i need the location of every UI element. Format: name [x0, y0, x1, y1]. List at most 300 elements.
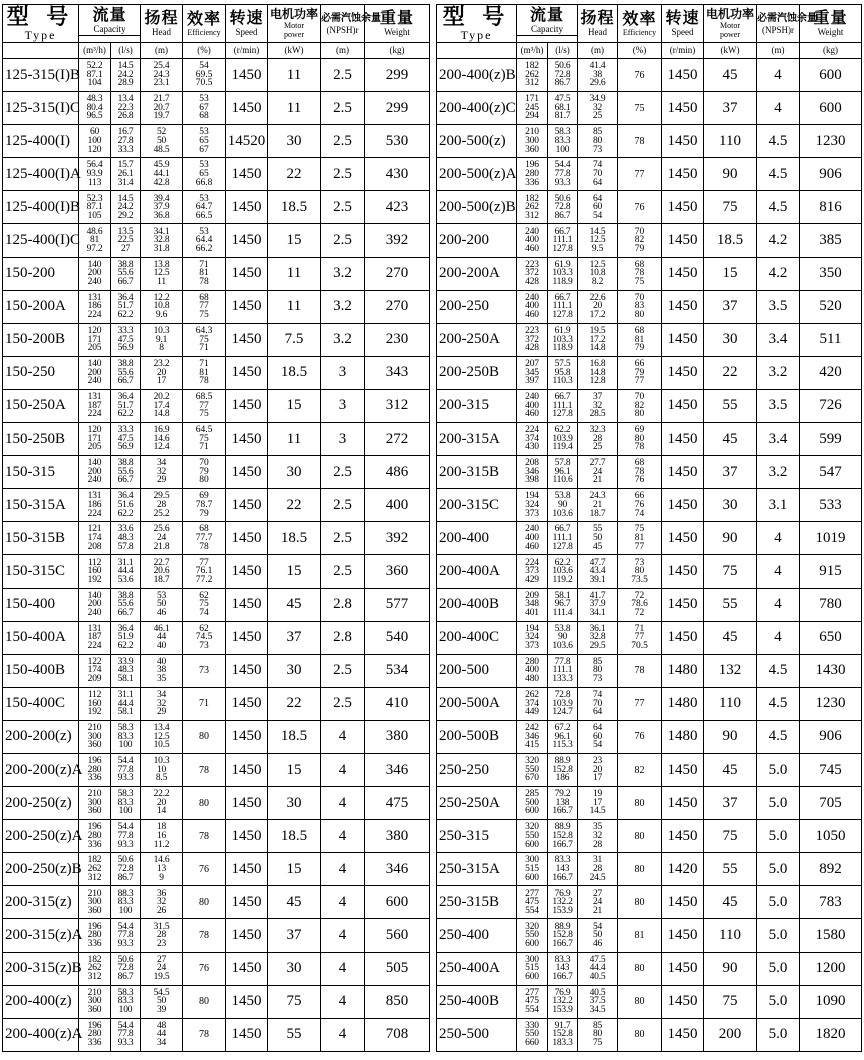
capacity-ls-value: 127.8: [552, 243, 573, 254]
capacity-m3h: [517, 919, 548, 952]
capacity-ls-value: 57.5: [554, 359, 571, 369]
capacity-m3h-value: 97.2: [86, 243, 103, 254]
efficiency-value: 79: [199, 508, 209, 519]
npsh: 2.5: [321, 654, 365, 687]
capacity-m3h-value: 300: [525, 135, 539, 146]
capacity-m3h-value: 475: [525, 996, 539, 1007]
capacity-ls-value: 36.4: [117, 292, 134, 303]
motor-power: 15: [268, 389, 321, 422]
capacity-m3h: [517, 555, 548, 588]
npsh: 3.2: [321, 290, 365, 323]
efficiency: [618, 588, 662, 621]
table-row: [437, 1018, 862, 1051]
efficiency: 80: [618, 820, 662, 853]
weight: 533: [800, 489, 862, 522]
table-row: [437, 423, 862, 456]
capacity-ls: [548, 588, 578, 621]
efficiency-header: 效率 Efficiency: [618, 5, 662, 43]
head-m-value: 18: [156, 822, 167, 833]
head-m-value: 85: [592, 1020, 603, 1031]
capacity-m3h: [517, 323, 548, 356]
capacity-m3h-value: 200: [87, 268, 102, 279]
table-row: [3, 621, 430, 654]
capacity-m3h: [517, 125, 548, 158]
capacity-ls: [111, 290, 141, 323]
efficiency-value: 53: [199, 160, 209, 171]
efficiency: 76: [618, 191, 662, 224]
capacity-m3h-value: 550: [525, 764, 539, 775]
capacity-ls-value: 27.8: [117, 135, 134, 146]
head-m-value: 74: [592, 160, 603, 171]
head-m-value: 46.1: [153, 623, 170, 634]
npsh: 5.0: [757, 1018, 800, 1051]
weight: 1820: [800, 1018, 862, 1051]
efficiency-value: 67: [199, 102, 209, 113]
efficiency-value: 73: [634, 557, 645, 568]
capacity-m3h-value: 360: [525, 144, 539, 155]
capacity-ls-value: 61.9: [554, 325, 571, 336]
head-m-value: 39.4: [153, 193, 170, 204]
unit-kg: (kg): [365, 43, 430, 59]
capacity-m3h-value: 400: [525, 400, 539, 411]
capacity-m3h-value: 360: [87, 806, 102, 817]
efficiency: 78: [183, 820, 226, 853]
capacity-m3h-value: 194: [525, 491, 539, 502]
unit-blank: [437, 43, 517, 59]
efficiency-value: 78.7: [195, 499, 213, 510]
capacity-m3h: [517, 654, 548, 687]
head-m-value: 44: [156, 632, 167, 643]
npsh-header: 必需汽蚀余量 (NPSH)r: [757, 5, 800, 43]
capacity-m3h-value: 171: [87, 334, 102, 345]
weight: 511: [800, 323, 862, 356]
npsh: 4.5: [757, 191, 800, 224]
capacity-ls-value: 100: [555, 144, 570, 155]
speed: 1420: [662, 853, 704, 886]
capacity-ls-value: 24.2: [117, 202, 134, 213]
capacity-ls-value: 83.3: [117, 731, 134, 742]
motor-power: 15: [704, 257, 757, 290]
capacity-m3h-value: 345: [525, 367, 539, 378]
capacity-m3h-value: 374: [525, 433, 539, 444]
capacity-m3h-value: 194: [525, 623, 539, 634]
speed: 1480: [662, 654, 704, 687]
npsh: 4: [757, 59, 800, 92]
model-type: 200-400(z)B: [437, 59, 517, 92]
efficiency-value: 62: [199, 590, 209, 601]
model-type: 200-200: [437, 224, 517, 257]
head-m: [578, 389, 618, 422]
capacity-m3h-value: 210: [87, 789, 102, 800]
head-m: [578, 687, 618, 720]
capacity-ls-value: 48.3: [117, 533, 134, 544]
efficiency: [183, 555, 226, 588]
efficiency-value: 77: [634, 376, 645, 387]
efficiency-value: 70.5: [195, 78, 213, 89]
capacity-ls-value: 58.1: [117, 707, 134, 718]
efficiency-value: 74: [634, 508, 645, 519]
efficiency-value: 78: [634, 466, 645, 477]
capacity-m3h-value: 140: [87, 590, 102, 601]
capacity-m3h-value: 428: [525, 276, 539, 287]
head-m: [578, 621, 618, 654]
head-m-value: 37: [592, 392, 603, 403]
capacity-m3h-value: 52.3: [86, 193, 103, 204]
head-m: [578, 555, 618, 588]
capacity-m3h-value: 280: [87, 830, 102, 841]
capacity-ls-value: 111.1: [552, 301, 573, 312]
motor-power: 30: [268, 456, 321, 489]
efficiency-value: 78: [634, 268, 645, 279]
head-m: [141, 224, 183, 257]
head-m-value: 54.5: [153, 987, 170, 998]
head-m-value: 64: [592, 707, 603, 718]
capacity-m3h: [79, 985, 111, 1018]
head-m-value: 75: [592, 1038, 603, 1049]
capacity-m3h-value: 312: [525, 78, 539, 89]
weight: 1090: [800, 985, 862, 1018]
table-row: [437, 323, 862, 356]
weight: 540: [365, 621, 430, 654]
type-header: 型 号 Type: [3, 5, 79, 43]
capacity-ls: [111, 787, 141, 820]
npsh: 5.0: [757, 753, 800, 786]
capacity-ls-value: 111.1: [552, 533, 573, 544]
model-type: 200-315B: [437, 456, 517, 489]
efficiency: [183, 588, 226, 621]
capacity-m3h-value: 200: [87, 599, 102, 610]
capacity-ls-value: 152.8: [552, 830, 573, 841]
capacity-m3h-value: 209: [525, 590, 539, 601]
table-row: [3, 290, 430, 323]
capacity-m3h-value: 160: [87, 698, 102, 709]
speed: 1450: [662, 1018, 704, 1051]
npsh: 4.5: [757, 687, 800, 720]
head-m-value: 10.8: [153, 301, 170, 312]
capacity-ls-value: 36.4: [117, 491, 134, 502]
npsh: 4: [321, 886, 365, 919]
table-row: [3, 588, 430, 621]
capacity-m3h-value: 600: [525, 938, 539, 949]
model-type: 125-315(I)C: [3, 92, 79, 125]
capacity-ls-value: 76.9: [554, 987, 571, 998]
capacity-ls-value: 51.7: [117, 400, 134, 411]
table-row: [3, 59, 430, 92]
capacity-m3h-value: 174: [87, 665, 102, 676]
head-m-value: 8.5: [155, 773, 168, 784]
head-m-value: 64: [592, 193, 603, 204]
capacity-ls-value: 50.6: [117, 954, 134, 965]
head-m-value: 21: [592, 475, 603, 486]
head-m-value: 70: [592, 698, 603, 709]
table-row: [3, 555, 430, 588]
capacity-m3h-value: 429: [525, 574, 539, 585]
model-type: 250-250A: [437, 787, 517, 820]
capacity-ls: [548, 423, 578, 456]
capacity-ls: [111, 59, 141, 92]
speed: 1450: [662, 489, 704, 522]
capacity-ls-value: 88.9: [554, 921, 571, 932]
weight: 600: [800, 59, 862, 92]
npsh: 2.8: [321, 621, 365, 654]
efficiency-value: 75: [634, 276, 645, 287]
motor-power: 37: [268, 621, 321, 654]
capacity-m3h-value: 245: [525, 102, 539, 113]
unit-blank: [3, 43, 79, 59]
npsh: 4.2: [757, 257, 800, 290]
head-m-value: 34: [156, 1038, 167, 1049]
capacity-m3h-value: 330: [525, 1020, 539, 1031]
efficiency-value: 81: [634, 334, 645, 345]
head-m-value: 42.8: [153, 177, 170, 188]
head-m-value: 10: [156, 764, 167, 775]
efficiency: 80: [618, 853, 662, 886]
capacity-ls-value: 62.2: [117, 508, 134, 519]
efficiency-value: 70: [634, 226, 645, 237]
weight: 600: [365, 886, 430, 919]
npsh: 4: [757, 92, 800, 125]
capacity-ls: [548, 191, 578, 224]
capacity-m3h-value: 81: [89, 235, 100, 246]
efficiency-value: 77: [199, 301, 209, 312]
head-m: [578, 191, 618, 224]
npsh: 3.2: [757, 456, 800, 489]
capacity-ls-value: 44.4: [117, 566, 134, 577]
weight: 270: [365, 290, 430, 323]
motor-power: 18.5: [268, 522, 321, 555]
capacity-m3h: [79, 820, 111, 853]
npsh: 5.0: [757, 853, 800, 886]
efficiency-value: 80: [634, 433, 645, 444]
efficiency-value: 70: [199, 458, 209, 469]
head-m-value: 74: [592, 689, 603, 700]
efficiency: [618, 522, 662, 555]
capacity-ls-value: 81.7: [554, 111, 571, 122]
capacity-m3h-value: 300: [87, 897, 102, 908]
capacity-ls: [111, 489, 141, 522]
capacity-m3h-value: 200: [87, 466, 102, 477]
capacity-m3h-value: 312: [87, 872, 102, 883]
capacity-m3h: [79, 952, 111, 985]
speed: 1450: [662, 985, 704, 1018]
motor-power: 18.5: [268, 720, 321, 753]
efficiency: 78: [618, 654, 662, 687]
table-row: [437, 952, 862, 985]
weight: 380: [365, 720, 430, 753]
model-type: 150-200A: [3, 290, 79, 323]
capacity-m3h-value: 209: [87, 674, 102, 685]
capacity-ls: [111, 720, 141, 753]
efficiency-value: 83: [634, 301, 645, 312]
capacity-m3h-value: 346: [525, 731, 539, 742]
capacity-m3h: [79, 257, 111, 290]
model-type: 200-200(z): [3, 720, 79, 753]
weight: 350: [800, 257, 862, 290]
table-row: [3, 224, 430, 257]
capacity-m3h: [79, 356, 111, 389]
capacity-ls: [111, 952, 141, 985]
npsh: 3: [321, 356, 365, 389]
capacity-m3h-value: 262: [87, 864, 102, 874]
npsh: 2.5: [321, 59, 365, 92]
capacity-m3h-value: 182: [525, 61, 539, 72]
table-row: [437, 919, 862, 952]
motor-power: 30: [268, 952, 321, 985]
npsh: 4: [757, 621, 800, 654]
efficiency: [618, 323, 662, 356]
motor-power: 11: [268, 423, 321, 456]
efficiency: [183, 389, 226, 422]
capacity-m3h: [79, 787, 111, 820]
efficiency: [618, 224, 662, 257]
motor-power: 18.5: [268, 356, 321, 389]
head-m-value: 16: [156, 830, 167, 841]
weight: 312: [365, 389, 430, 422]
weight: 534: [365, 654, 430, 687]
capacity-m3h-value: 480: [525, 674, 539, 685]
capacity-ls: [548, 59, 578, 92]
head-m-value: 48: [156, 1020, 167, 1031]
head-m-value: 46: [592, 938, 603, 949]
speed: 1450: [226, 820, 268, 853]
capacity-ls-value: 100: [118, 1004, 133, 1015]
capacity-ls-value: 62.2: [117, 409, 134, 420]
head-m-value: 17.2: [589, 334, 606, 345]
capacity-m3h-value: 192: [87, 707, 102, 718]
head-m: [141, 489, 183, 522]
model-type: 150-250: [3, 356, 79, 389]
unit-npsh-m: (m): [321, 43, 365, 59]
efficiency-value: 76.1: [195, 566, 213, 577]
capacity-m3h-value: 280: [87, 1029, 102, 1040]
capacity-m3h: [79, 555, 111, 588]
capacity-ls-value: 143: [555, 963, 570, 974]
capacity-m3h: [79, 853, 111, 886]
npsh: 5.0: [757, 787, 800, 820]
capacity-m3h: [517, 257, 548, 290]
model-type: 200-200(z)A: [3, 753, 79, 786]
capacity-ls-value: 33.6: [117, 524, 134, 535]
efficiency-value: 79: [634, 367, 645, 378]
capacity-m3h-value: 550: [525, 1029, 539, 1040]
efficiency-value: 76: [634, 475, 645, 486]
table-row: [437, 158, 862, 191]
efficiency-value: 73.5: [631, 574, 648, 585]
capacity-ls: [548, 158, 578, 191]
capacity-ls-value: 110.3: [552, 376, 573, 387]
table-row: [3, 985, 430, 1018]
motor-power: 110: [704, 687, 757, 720]
motor-power: 75: [268, 985, 321, 1018]
capacity-ls-value: 28.9: [117, 78, 134, 89]
model-type: 150-400B: [3, 654, 79, 687]
capacity-m3h-value: 400: [525, 533, 539, 544]
efficiency-value: 66.8: [195, 177, 213, 188]
head-m-value: 14: [156, 806, 167, 817]
capacity-m3h-value: 428: [525, 343, 539, 354]
capacity-m3h: [79, 423, 111, 456]
capacity-ls-value: 58.3: [117, 723, 134, 734]
capacity-ls-value: 132.2: [552, 996, 573, 1007]
npsh: 4: [321, 919, 365, 952]
head-m: [141, 356, 183, 389]
capacity-ls-value: 24.2: [117, 69, 134, 80]
motor-power: 30: [268, 654, 321, 687]
weight: 600: [800, 92, 862, 125]
head-m: [141, 886, 183, 919]
motor-power: 22: [268, 489, 321, 522]
efficiency-value: 78: [199, 276, 209, 287]
weight: 1230: [800, 687, 862, 720]
capacity-ls-value: 33.3: [117, 325, 134, 336]
head-m-value: 24: [156, 963, 167, 974]
speed: 1450: [662, 92, 704, 125]
weight: 230: [365, 323, 430, 356]
head-m: [578, 59, 618, 92]
efficiency-value: 75: [199, 409, 209, 420]
head-m-value: 44.4: [589, 963, 606, 974]
capacity-m3h-value: 401: [525, 607, 539, 618]
head-m-value: 36.1: [589, 623, 606, 634]
capacity-m3h-value: 196: [525, 160, 539, 171]
table-row: [3, 720, 430, 753]
model-type: 150-315B: [3, 522, 79, 555]
capacity-ls-value: 55.6: [117, 466, 134, 477]
capacity-m3h: [79, 654, 111, 687]
capacity-m3h-value: 240: [525, 226, 539, 237]
capacity-m3h-value: 52.2: [86, 61, 103, 72]
head-m-value: 47.5: [589, 954, 606, 965]
motor-power: 15: [268, 753, 321, 786]
npsh: 4: [757, 588, 800, 621]
table-row: [3, 654, 430, 687]
model-type: 150-315A: [3, 489, 79, 522]
motor-power: 22: [704, 356, 757, 389]
capacity-m3h-value: 80.4: [86, 102, 103, 113]
motor-power: 37: [704, 92, 757, 125]
table-row: [3, 820, 430, 853]
efficiency-value: 54: [199, 61, 209, 72]
efficiency: 80: [183, 886, 226, 919]
speed: 1450: [662, 191, 704, 224]
capacity-ls-value: 103.3: [552, 268, 573, 279]
efficiency-value: 77.2: [195, 574, 213, 585]
head-m-value: 32: [592, 400, 603, 411]
head-m: [141, 522, 183, 555]
speed: 1450: [662, 588, 704, 621]
capacity-m3h-value: 174: [87, 533, 102, 544]
efficiency: 82: [618, 753, 662, 786]
motor-power: 200: [704, 1018, 757, 1051]
table-row: [437, 621, 862, 654]
motor-power: 75: [704, 820, 757, 853]
capacity-m3h-value: 112: [87, 557, 102, 568]
efficiency-value: 68: [634, 325, 645, 336]
capacity-ls-value: 91.7: [554, 1020, 571, 1031]
npsh: 2.5: [321, 456, 365, 489]
model-type: 200-500B: [437, 720, 517, 753]
npsh: 5.0: [757, 952, 800, 985]
head-m-value: 22.2: [153, 789, 170, 800]
capacity-m3h-value: 224: [525, 425, 539, 436]
capacity-m3h-value: 87.1: [86, 69, 103, 80]
table-row: [437, 753, 862, 786]
table-row: [437, 257, 862, 290]
efficiency: [183, 621, 226, 654]
capacity-m3h: [517, 191, 548, 224]
speed: 1450: [226, 687, 268, 720]
capacity-m3h-value: 360: [87, 740, 102, 751]
